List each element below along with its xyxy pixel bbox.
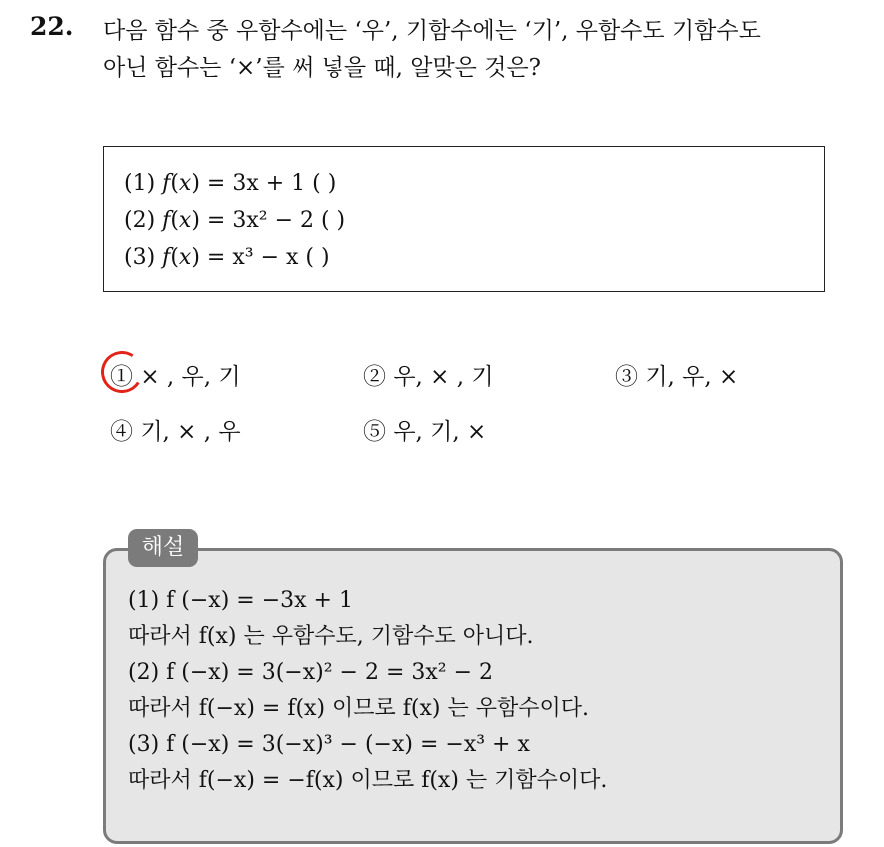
question-line-2: 아닌 함수는 ‘×’를 써 넣을 때, 알맞은 것은?: [103, 55, 541, 81]
solution-line-4: 따라서 f(−x) = f(x) 이므로 f(x) 는 우함수이다.: [128, 696, 589, 721]
problem-2: (2) f(x) = 3x² − 2 ( ): [124, 208, 346, 233]
choice-2[interactable]: ② 우, × , 기: [363, 364, 494, 390]
question-text: [103, 13, 873, 87]
solution-tag: 해설: [128, 529, 198, 567]
question-line-1: 다음 함수 중 우함수에는 ‘우’, 기함수에는 ‘기’, 우함수도 기함수도: [103, 18, 761, 44]
solution-line-3: (2) f (−x) = 3(−x)² − 2 = 3x² − 2: [128, 660, 494, 685]
solution-line-2: 따라서 f(x) 는 우함수도, 기함수도 아니다.: [128, 624, 534, 649]
choice-3[interactable]: ③ 기, 우, ×: [615, 364, 739, 390]
solution-line-1: (1) f (−x) = −3x + 1: [128, 588, 353, 613]
choice-1[interactable]: ① × , 우, 기: [110, 364, 241, 390]
choice-5[interactable]: ⑤ 우, 기, ×: [363, 419, 487, 445]
choice-4[interactable]: ④ 기, × , 우: [110, 419, 241, 445]
question-number: 22.: [30, 12, 74, 41]
solution-line-6: 따라서 f(−x) = −f(x) 이므로 f(x) 는 기함수이다.: [128, 768, 608, 793]
solution-box: [103, 548, 843, 844]
problem-box: [103, 146, 825, 292]
solution-line-5: (3) f (−x) = 3(−x)³ − (−x) = −x³ + x: [128, 732, 530, 757]
problem-3: (3) f(x) = x³ − x ( ): [124, 245, 330, 270]
problem-1: (1) f(x) = 3x + 1 ( ): [124, 171, 337, 196]
